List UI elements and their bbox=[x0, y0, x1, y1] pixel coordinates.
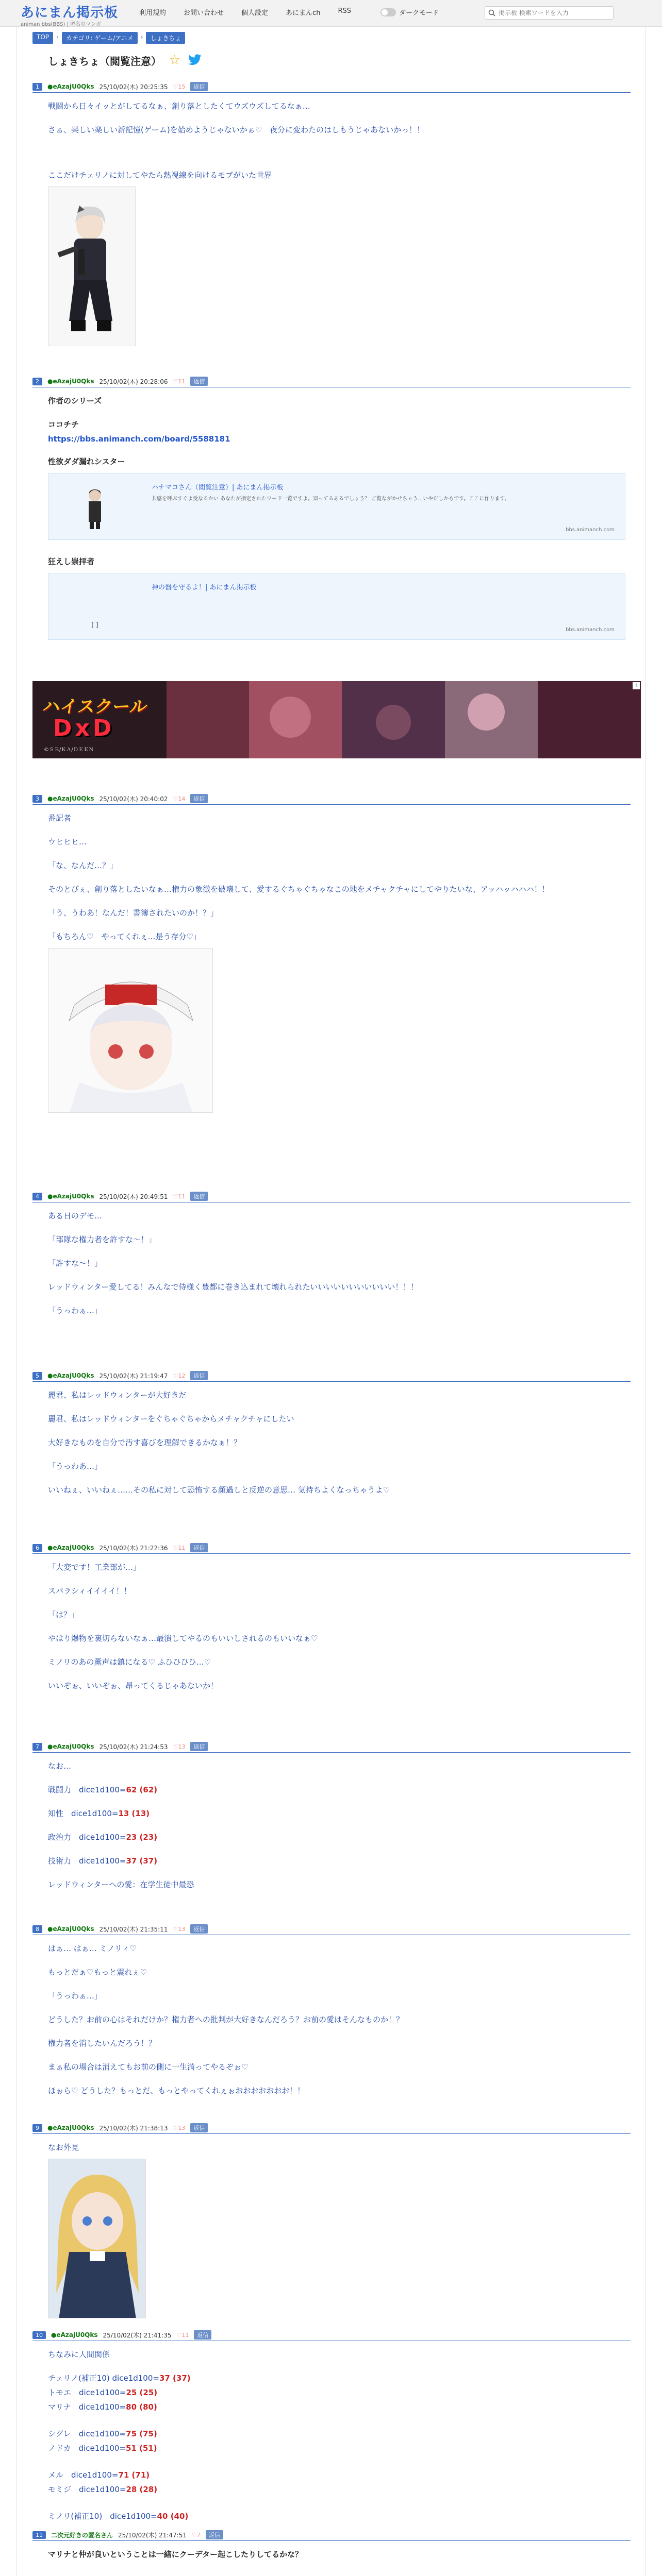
post-body bbox=[32, 387, 631, 640]
dice-line bbox=[48, 2386, 631, 2399]
toggle-switch[interactable] bbox=[380, 8, 396, 16]
post-line: 「は？」 bbox=[48, 1610, 79, 1619]
post-line: さぁ、楽しい楽しい新記憶(ゲーム)を始めようじゃないかぁ♡ 夜分に変わたのはしもうじゃあないかっ！！ bbox=[48, 125, 425, 134]
like-number: 7 bbox=[196, 2531, 201, 2538]
post-line: ミノリのあの薫声は鎮になる♡ ふひひひひ…♡ bbox=[48, 1657, 211, 1667]
post-body bbox=[32, 1382, 631, 1496]
reply-button[interactable]: 返信 bbox=[190, 794, 208, 803]
like-count[interactable] bbox=[173, 378, 185, 385]
post-body bbox=[32, 93, 631, 346]
site-logo[interactable] bbox=[21, 2, 118, 27]
dice-result: 37 (37) bbox=[126, 1856, 158, 1866]
series-link[interactable]: https://bbs.animanch.com/board/5588181 bbox=[48, 434, 230, 444]
like-number: 11 bbox=[178, 1193, 186, 1200]
heart-icon: ♡ bbox=[173, 1544, 178, 1551]
card-site: bbs.animanch.com bbox=[566, 627, 615, 633]
post-line: なお… bbox=[48, 1761, 72, 1771]
dice-line bbox=[48, 2469, 631, 2481]
link-card[interactable] bbox=[48, 473, 625, 540]
star-icon[interactable]: ☆ bbox=[169, 53, 181, 68]
dice-line bbox=[48, 1784, 631, 1796]
post-header bbox=[32, 2124, 631, 2134]
post-line: 権力者を消したいんだろう！？ bbox=[48, 2039, 157, 2048]
post-line: 「うっわあ…」 bbox=[48, 1462, 103, 1471]
dark-mode-toggle[interactable] bbox=[380, 7, 439, 17]
like-number: 12 bbox=[178, 1372, 186, 1379]
like-number: 14 bbox=[178, 795, 186, 802]
thread-title bbox=[48, 53, 202, 68]
post-date: 25/10/02(木) 21:22:36 bbox=[99, 1544, 168, 1552]
post-date: 25/10/02(木) 21:41:35 bbox=[103, 2331, 172, 2339]
post-line: そのとびぇ、創り落としたいなぁ…権力の象徴を破壊して、愛するぐちゃぐちゃなこの地をメチャクチャにしてやりたいな、アッハッハハハ！！ bbox=[48, 885, 550, 894]
post-11 bbox=[32, 2531, 631, 2572]
post-body bbox=[32, 1935, 631, 2097]
heart-icon: ♡ bbox=[173, 1193, 178, 1200]
post-line: もっとだぁ♡もっと震れぇ♡ bbox=[48, 1968, 147, 1977]
reply-button[interactable]: 返信 bbox=[194, 2330, 211, 2340]
dice-line bbox=[48, 2401, 631, 2413]
like-count[interactable] bbox=[173, 1372, 185, 1379]
dice-result: 37 (37) bbox=[159, 2374, 191, 2383]
post-body bbox=[32, 2341, 631, 2522]
like-number: 13 bbox=[178, 1925, 186, 1933]
post-body bbox=[32, 2134, 631, 2318]
post-line: 番記者 bbox=[48, 814, 72, 823]
dice-label: メル dice1d100= bbox=[48, 2470, 119, 2480]
post-line: 「部隊な権力者を許すな〜！」 bbox=[48, 1235, 157, 1244]
ad-info-icon[interactable]: i bbox=[633, 682, 640, 689]
post-line: ウヒヒヒ… bbox=[48, 837, 87, 846]
heart-icon: ♡ bbox=[191, 2531, 197, 2538]
series-title: ココチチ bbox=[48, 420, 79, 429]
dice-label: 技術力 dice1d100= bbox=[48, 1856, 126, 1866]
dice-line bbox=[48, 2483, 631, 2496]
like-count[interactable] bbox=[176, 2332, 189, 2338]
post-line: 戦闘から日々イッとがしてるなぁ、創り落としたくてウズウズしてるなぁ… bbox=[48, 101, 310, 111]
post-image[interactable] bbox=[48, 948, 213, 1113]
poster-name: 二次元好きの匿名さん bbox=[51, 2531, 113, 2539]
post-line: 大好きなものを自分で汚す喜びを理解できるかなぁ！？ bbox=[48, 1438, 242, 1447]
breadcrumb-separator: › bbox=[140, 33, 143, 41]
post-date: 25/10/02(木) 21:38:13 bbox=[99, 2124, 168, 2132]
search-icon[interactable] bbox=[488, 9, 495, 16]
card-title[interactable]: 神の器を守るよ！| あにまん掲示板 bbox=[152, 584, 257, 591]
search-input[interactable] bbox=[499, 9, 607, 16]
like-number: 13 bbox=[178, 2124, 186, 2131]
post-date: 25/10/02(木) 20:28:06 bbox=[99, 378, 168, 385]
post-2 bbox=[32, 377, 631, 640]
dice-result: 25 (25) bbox=[126, 2388, 158, 2397]
post-date: 25/10/02(木) 21:47:51 bbox=[118, 2531, 187, 2539]
post-line: ある日のデモ… bbox=[48, 1211, 103, 1221]
post-line: 「大変です！工業部が…」 bbox=[48, 1563, 141, 1572]
card-thumbnail bbox=[79, 584, 110, 630]
post-body bbox=[32, 2541, 631, 2561]
character-illustration bbox=[48, 187, 136, 346]
post-line: 「う、うわあ！なんだ！書簿されたいのか！？」 bbox=[48, 908, 219, 918]
post-header bbox=[32, 1544, 631, 1554]
reply-button[interactable]: 返信 bbox=[190, 1192, 208, 1201]
dice-spacer bbox=[48, 2415, 631, 2426]
post-10 bbox=[32, 2331, 631, 2524]
post-line: 「うっわぁ…」 bbox=[48, 1991, 102, 2001]
nav-animanch[interactable]: あにまんch bbox=[286, 9, 321, 17]
dice-label: チェリノ(補正10) dice1d100= bbox=[48, 2374, 159, 2383]
dice-line bbox=[48, 1807, 631, 1820]
card-site: bbs.animanch.com bbox=[566, 527, 615, 533]
post-1 bbox=[32, 82, 631, 346]
dice-label: 戦闘力 dice1d100= bbox=[48, 1785, 126, 1794]
character-illustration bbox=[48, 2159, 146, 2318]
heart-icon: ♡ bbox=[176, 2331, 182, 2338]
post-line: 「うっわぁ…」 bbox=[48, 1306, 102, 1315]
post-9 bbox=[32, 2124, 631, 2318]
dice-line bbox=[48, 2442, 631, 2454]
card-title[interactable]: ハナマコさん（閲覧注意）| あにまん掲示板 bbox=[152, 484, 284, 492]
card-description: 共感を呼ぶすぐよ受なるかい あなたが指定されたワード一覧ですよ。知ってるあるでしょう？ ご覧ながかせちゃう…いやだしかもです。ここに作ります。 bbox=[152, 496, 510, 502]
post-line: 麗君、私はレッドウィンターをぐちゃぐちゃからメチャクチャにしたい bbox=[48, 1414, 294, 1423]
poster-name: ●eAzajU0Qks bbox=[47, 1925, 94, 1933]
dice-result: 75 (75) bbox=[126, 2429, 157, 2438]
post-line: ここだけチェリノに対してやたら熱視線を向けるモブがいた世界 bbox=[48, 171, 272, 180]
heart-icon: ♡ bbox=[173, 795, 178, 802]
heart-icon: ♡ bbox=[173, 2124, 178, 2131]
dark-mode-label: ダークモード bbox=[399, 9, 439, 17]
heart-icon: ♡ bbox=[173, 1743, 178, 1750]
poster-name: ●eAzajU0Qks bbox=[47, 1544, 94, 1551]
link-card[interactable] bbox=[48, 573, 625, 640]
dice-line bbox=[48, 1831, 631, 1843]
series-title: 狂えし崇拝者 bbox=[48, 557, 95, 566]
post-header bbox=[32, 1925, 631, 1935]
dice-label: 知性 dice1d100= bbox=[48, 1809, 119, 1818]
post-date: 25/10/02(木) 21:24:53 bbox=[99, 1743, 168, 1751]
dice-line bbox=[48, 2372, 631, 2384]
ad-logo-dxd: DxD bbox=[53, 715, 115, 741]
post-number[interactable]: 7 bbox=[32, 1743, 42, 1751]
twitter-icon[interactable] bbox=[188, 54, 202, 66]
nav-contact[interactable]: お問い合わせ bbox=[184, 9, 224, 17]
card-thumbnail bbox=[79, 484, 110, 530]
nav-terms[interactable]: 利用規約 bbox=[139, 9, 167, 17]
post-body bbox=[32, 1753, 631, 1891]
post-number[interactable]: 9 bbox=[32, 2124, 42, 2132]
ad-banner[interactable] bbox=[32, 681, 641, 758]
top-nav bbox=[139, 7, 351, 17]
search-box[interactable] bbox=[485, 6, 614, 20]
reply-button[interactable]: 返信 bbox=[190, 1543, 208, 1552]
post-line: はぁ… はぁ… ミノリィ♡ bbox=[48, 1944, 137, 1953]
post-date: 25/10/02(木) 20:40:02 bbox=[99, 795, 168, 803]
poster-name: ●eAzajU0Qks bbox=[47, 83, 94, 90]
main-container bbox=[16, 27, 646, 2576]
post-line: 「な、なんだ…？」 bbox=[48, 861, 118, 870]
post-line: マリナと仲が良いということは一緒にクーデター起こしたりしてるかな？ bbox=[48, 2550, 303, 2559]
post-number[interactable]: 4 bbox=[32, 1193, 42, 1200]
dice-spacer bbox=[48, 2498, 631, 2508]
poster-name: ●eAzajU0Qks bbox=[51, 2331, 98, 2338]
dice-result: 23 (23) bbox=[126, 1833, 158, 1842]
post-4 bbox=[32, 1192, 631, 1328]
post-header bbox=[32, 794, 631, 805]
ad-copyright: ©ＳＢ/ＫＡ/ＤＥＥＮ bbox=[44, 747, 94, 753]
dice-label: マリナ dice1d100= bbox=[48, 2402, 126, 2412]
top-bar bbox=[0, 0, 662, 27]
reply-button[interactable]: 返信 bbox=[190, 1924, 208, 1934]
breadcrumb-category[interactable]: カテゴリ: ゲーム/アニメ bbox=[62, 32, 138, 44]
like-count[interactable] bbox=[173, 2125, 185, 2131]
post-line: 麗君、私はレッドウィンターが大好きだ bbox=[48, 1391, 187, 1400]
reply-button[interactable]: 返信 bbox=[190, 1742, 208, 1751]
dice-label: シグレ dice1d100= bbox=[48, 2429, 126, 2438]
reply-button[interactable]: 返信 bbox=[190, 1371, 208, 1380]
post-date: 25/10/02(木) 20:25:35 bbox=[99, 83, 168, 91]
heart-icon: ♡ bbox=[173, 83, 178, 90]
post-number[interactable]: 8 bbox=[32, 1925, 42, 1933]
dice-result: 71 (71) bbox=[118, 2470, 150, 2480]
like-count[interactable] bbox=[173, 1545, 185, 1551]
heart-icon: ♡ bbox=[173, 1925, 178, 1933]
poster-name: ●eAzajU0Qks bbox=[47, 1743, 94, 1750]
breadcrumb-top[interactable]: TOP bbox=[32, 32, 53, 44]
post-date: 25/10/02(木) 20:49:51 bbox=[99, 1193, 168, 1200]
dice-label: ミノリ(補正10) dice1d100= bbox=[48, 2512, 157, 2521]
dice-result: 40 (40) bbox=[157, 2512, 189, 2521]
post-date: 25/10/02(木) 21:35:11 bbox=[99, 1925, 168, 1933]
post-line: なお外見 bbox=[48, 2143, 79, 2152]
post-8 bbox=[32, 1925, 631, 2108]
post-line: スバラシィイイイイ！！ bbox=[48, 1586, 131, 1596]
reply-button[interactable]: 返信 bbox=[190, 2123, 208, 2132]
poster-name: ●eAzajU0Qks bbox=[47, 795, 94, 802]
post-body bbox=[32, 1554, 631, 1692]
post-6 bbox=[32, 1544, 631, 1703]
like-count[interactable] bbox=[173, 83, 185, 90]
post-5 bbox=[32, 1371, 631, 1507]
heart-icon: ♡ bbox=[173, 378, 178, 385]
dice-line bbox=[48, 2428, 631, 2440]
poster-name: ●eAzajU0Qks bbox=[47, 378, 94, 385]
post-number[interactable]: 10 bbox=[32, 2331, 46, 2339]
series-title: 性欲ダダ漏れシスター bbox=[48, 457, 125, 466]
like-number: 11 bbox=[181, 2331, 189, 2338]
like-number: 13 bbox=[178, 1743, 186, 1750]
logo-subtitle: animan bbs(BBS) | 匿名のマンガ bbox=[21, 22, 101, 27]
post-header bbox=[32, 1742, 631, 1753]
dice-label: トモエ dice1d100= bbox=[48, 2388, 126, 2397]
dice-result: 51 (51) bbox=[125, 2444, 157, 2453]
post-number[interactable]: 11 bbox=[32, 2531, 46, 2539]
reply-button[interactable]: 返信 bbox=[190, 82, 208, 91]
breadcrumb-separator: › bbox=[56, 33, 59, 41]
breadcrumb bbox=[32, 32, 185, 44]
ad-logo-text: ハイスクール bbox=[41, 697, 149, 717]
like-number: 15 bbox=[178, 83, 186, 90]
poster-name: ●eAzajU0Qks bbox=[47, 1193, 94, 1200]
post-number[interactable]: 6 bbox=[32, 1544, 42, 1552]
dice-label: モミジ dice1d100= bbox=[48, 2485, 126, 2494]
heart-icon: ♡ bbox=[173, 1372, 178, 1379]
post-body bbox=[32, 805, 631, 1113]
dice-label: 政治力 dice1d100= bbox=[48, 1833, 126, 1842]
like-count[interactable] bbox=[173, 795, 185, 802]
post-number[interactable]: 3 bbox=[32, 795, 42, 803]
reply-button[interactable]: 返信 bbox=[190, 377, 208, 386]
dice-result: 80 (80) bbox=[126, 2402, 157, 2412]
post-header bbox=[32, 2331, 631, 2341]
post-line: レッドウィンター愛してる！みんなで侍様く豊都に巻き込まれて壊れられたいいいいいいいいいいい！！！ bbox=[48, 1282, 419, 1292]
dice-result: 13 (13) bbox=[118, 1809, 150, 1818]
dice-result: 28 (28) bbox=[126, 2485, 158, 2494]
post-header bbox=[32, 1371, 631, 1382]
like-count[interactable] bbox=[173, 1743, 185, 1750]
like-count[interactable] bbox=[173, 1193, 185, 1200]
post-body bbox=[32, 1202, 631, 1317]
post-line: いいねぇ、いいねぇ……その私に対して恐怖する顔過しと反逆の意思… 気持ちよくなっちゃうよ♡ bbox=[48, 1485, 390, 1495]
breadcrumb-thread[interactable]: しょきちょ bbox=[146, 32, 185, 44]
post-3 bbox=[32, 794, 631, 1113]
page-title: しょきちょ（閲覧注意） bbox=[48, 55, 161, 67]
svg-text:[ ]: [ ] bbox=[91, 621, 98, 629]
like-number: 11 bbox=[178, 378, 186, 385]
post-line: ちなみに人間関係 bbox=[48, 2350, 110, 2359]
dice-result: 62 (62) bbox=[126, 1785, 158, 1794]
like-number: 11 bbox=[178, 1544, 186, 1551]
dice-label: ノドカ dice1d100= bbox=[48, 2444, 126, 2453]
post-number[interactable]: 2 bbox=[32, 378, 42, 385]
post-line: まぁ私の場合は消えてもお前の側に一生満ってやるぞぉ♡ bbox=[48, 2062, 249, 2072]
poster-name: ●eAzajU0Qks bbox=[47, 1372, 94, 1379]
post-line bbox=[48, 147, 631, 158]
nav-rss[interactable]: RSS bbox=[338, 7, 351, 15]
post-line: ほぉら♡ どうした？もっとだ、もっとやってくれぇぉおおおおおおお！！ bbox=[48, 2086, 305, 2095]
post-header bbox=[32, 2531, 631, 2541]
post-header bbox=[32, 82, 631, 93]
logo-title[interactable]: あにまん掲示板 bbox=[21, 5, 119, 21]
dice-spacer bbox=[48, 2456, 631, 2467]
post-line: レッドウィンターへの愛：在学生徒中最恐 bbox=[48, 1880, 194, 1889]
post-header bbox=[32, 377, 631, 387]
post-image[interactable] bbox=[48, 187, 136, 346]
post-line: 「もちろん♡ やってくれぇ…是う存分♡」 bbox=[48, 932, 201, 941]
post-line: どうした？お前の心はそれだけか？権力者への批判が大好きなんだろう？お前の愛はそんなものか！？ bbox=[48, 2015, 404, 2024]
nav-settings[interactable]: 個人設定 bbox=[241, 9, 269, 17]
post-header bbox=[32, 1192, 631, 1202]
post-7 bbox=[32, 1742, 631, 1902]
post-line: 「許すな〜！」 bbox=[48, 1259, 103, 1268]
character-illustration bbox=[48, 948, 213, 1113]
dice-line bbox=[48, 1855, 631, 1867]
series-heading: 作者のシリーズ bbox=[48, 396, 102, 405]
post-number[interactable]: 5 bbox=[32, 1372, 42, 1380]
post-line: いいぞぉ、いいぞぉ、昂ってくるじゃあないか！ bbox=[48, 1681, 219, 1690]
poster-name: ●eAzajU0Qks bbox=[47, 2124, 94, 2131]
like-count[interactable] bbox=[173, 1926, 185, 1933]
like-count[interactable] bbox=[192, 2532, 201, 2538]
post-image[interactable] bbox=[48, 2159, 146, 2318]
post-date: 25/10/02(木) 21:19:47 bbox=[99, 1372, 168, 1380]
reply-button[interactable]: 返信 bbox=[206, 2530, 223, 2539]
post-line: やはり爆物を裏切らないなぁ…最潰してやるのもいいしされるのもいいなぁ♡ bbox=[48, 1634, 318, 1643]
post-number[interactable]: 1 bbox=[32, 83, 42, 91]
dice-line bbox=[48, 2510, 631, 2522]
